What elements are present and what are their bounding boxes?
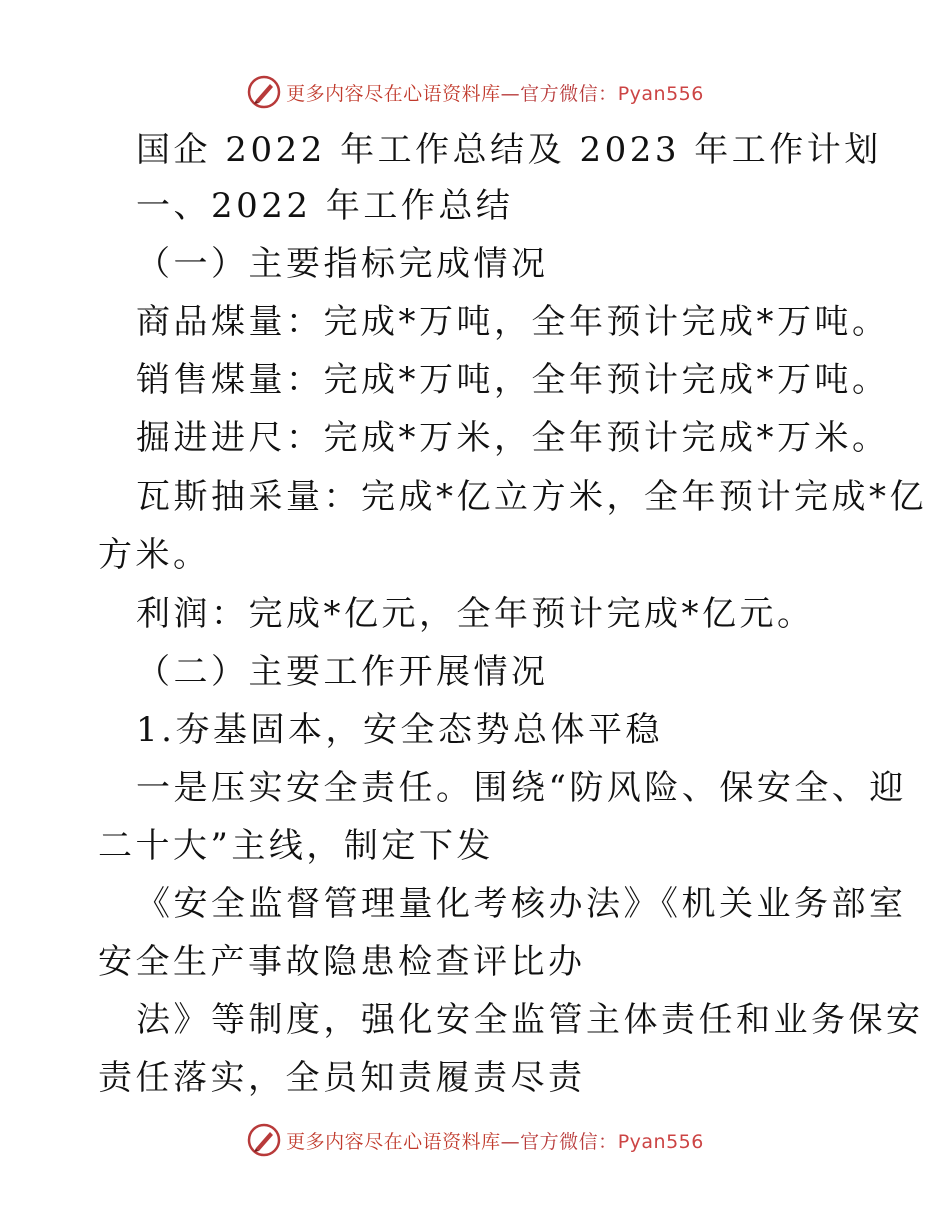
watermark-separator: — — [500, 82, 521, 105]
section-heading: 一、2022 年工作总结 — [136, 186, 514, 226]
watermark-wechat-label: 官方微信： — [520, 82, 618, 105]
watermark-separator: — — [500, 1130, 521, 1153]
paragraph-line: 销售煤量：完成*万吨，全年预计完成*万吨。 — [136, 360, 890, 400]
paragraph-line: 掘进进尺：完成*万米，全年预计完成*万米。 — [136, 418, 890, 458]
paragraph-line: 安全生产事故隐患检查评比办 — [98, 942, 586, 982]
paragraph-line: 瓦斯抽采量：完成*亿立方米，全年预计完成*亿 — [136, 477, 927, 517]
document-title: 国企 2022 年工作总结及 2023 年工作计划 — [136, 130, 882, 170]
paragraph-line: 方米。 — [98, 535, 211, 575]
subsection-heading: （一）主要指标完成情况 — [136, 244, 549, 284]
watermark-wechat-id: Pyan556 — [617, 1130, 704, 1153]
paragraph-line: 商品煤量：完成*万吨，全年预计完成*万吨。 — [136, 302, 890, 342]
header-watermark — [0, 72, 950, 112]
paragraph-line: 《安全监督管理量化考核办法》《机关业务部室 — [136, 884, 907, 924]
paragraph-line: 利润：完成*亿元，全年预计完成*亿元。 — [136, 594, 815, 634]
watermark-wechat-label: 官方微信： — [520, 1130, 618, 1153]
paragraph-line: 二十大”主线，制定下发 — [98, 826, 494, 866]
pen-logo-icon — [246, 1122, 282, 1158]
item-heading: 1.夯基固本，安全态势总体平稳 — [136, 710, 663, 750]
subsection-heading: （二）主要工作开展情况 — [136, 652, 549, 692]
paragraph-line: 一是压实安全责任。围绕“防风险、保安全、迎 — [136, 768, 907, 808]
pen-logo-icon — [246, 74, 282, 110]
watermark-wechat-id: Pyan556 — [617, 82, 704, 105]
paragraph-line: 责任落实，全员知责履责尽责 — [98, 1058, 586, 1098]
footer-watermark — [0, 1120, 950, 1160]
paragraph-line: 法》等制度，强化安全监管主体责任和业务保安 — [136, 1000, 924, 1040]
watermark-brand: 更多内容尽在心语资料库 — [286, 1130, 501, 1153]
watermark-brand: 更多内容尽在心语资料库 — [286, 82, 501, 105]
